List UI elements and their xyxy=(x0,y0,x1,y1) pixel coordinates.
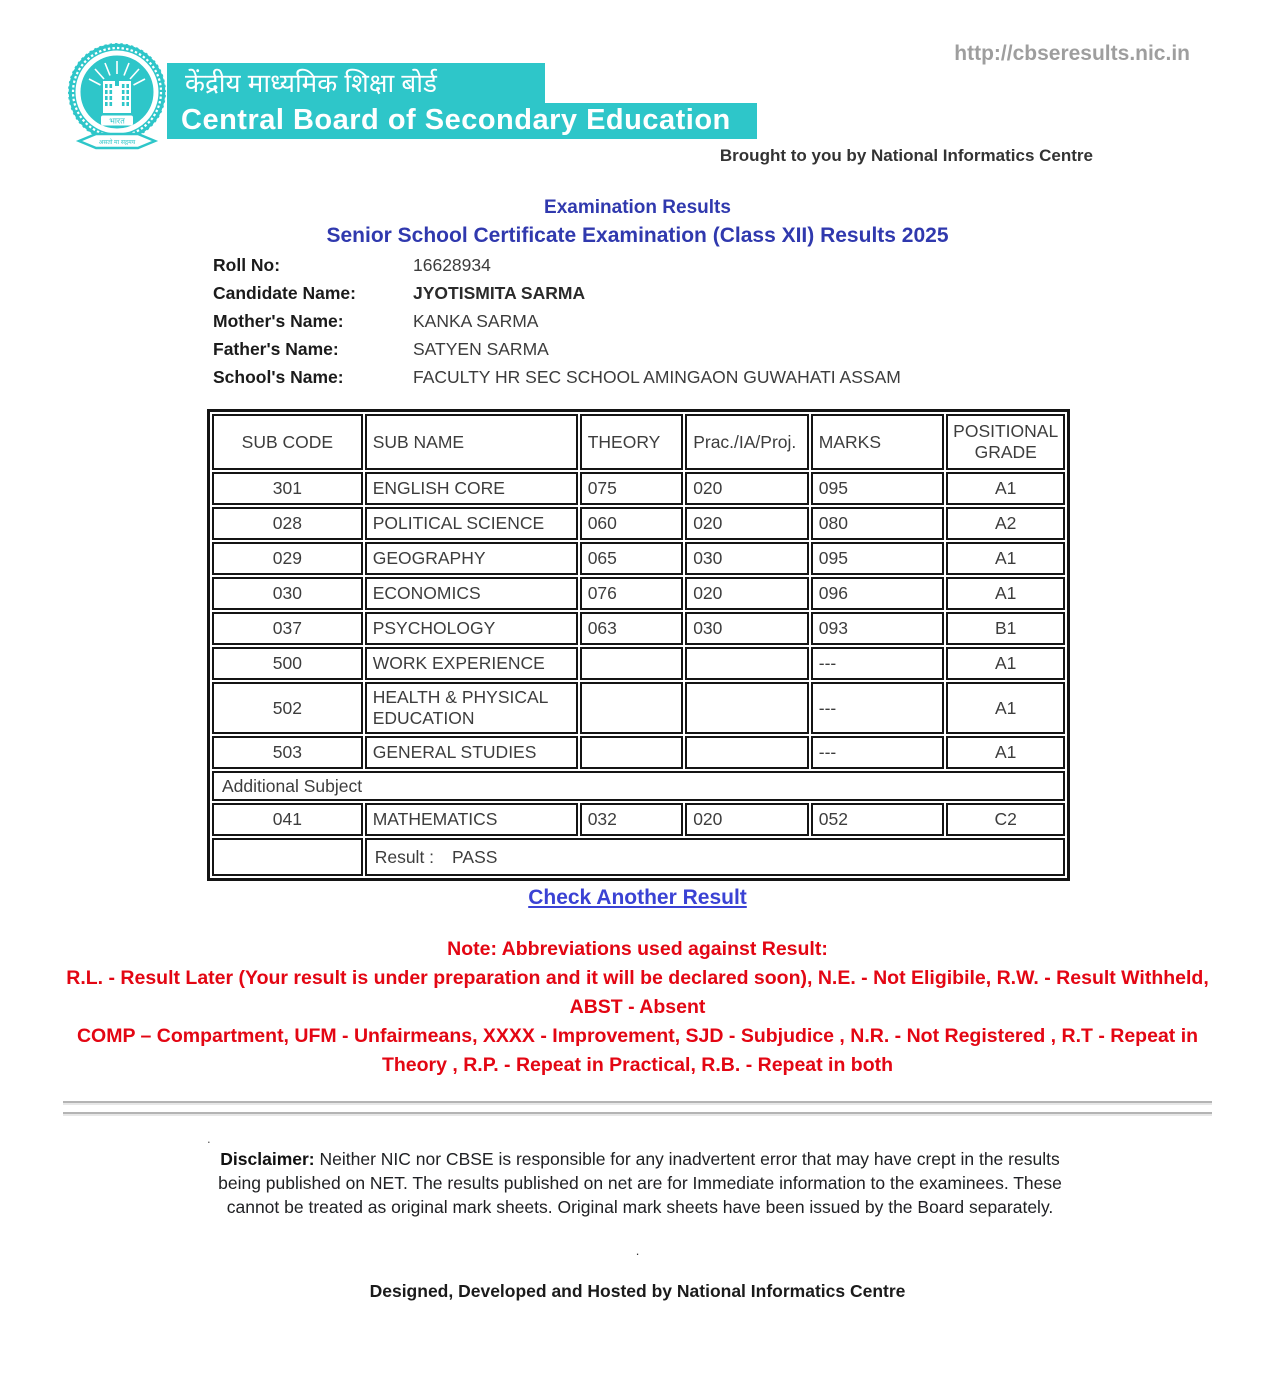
cell-grade: A2 xyxy=(946,507,1065,540)
cell-sub-name: POLITICAL SCIENCE xyxy=(365,507,578,540)
result-empty-cell xyxy=(212,838,363,876)
detail-label: Roll No: xyxy=(213,255,281,275)
table-header-row xyxy=(212,414,1065,470)
cell-theory: 060 xyxy=(580,507,683,540)
cell-sub-name: HEALTH & PHYSICAL EDUCATION xyxy=(365,682,578,734)
detail-father-name xyxy=(213,339,1163,360)
cell-marks: 095 xyxy=(811,542,945,575)
cell-sub-code: 030 xyxy=(212,577,363,610)
divider-line xyxy=(63,1101,1212,1103)
marks-table-wrap xyxy=(207,409,1070,881)
cell-marks: 093 xyxy=(811,612,945,645)
cell-sub-code: 028 xyxy=(212,507,363,540)
additional-subject-label: Additional Subject xyxy=(212,771,1065,801)
cell-marks: 052 xyxy=(811,803,945,836)
cell-sub-code: 029 xyxy=(212,542,363,575)
cell-marks: 080 xyxy=(811,507,945,540)
candidate-details xyxy=(213,255,1163,395)
cell-sub-name: ECONOMICS xyxy=(365,577,578,610)
detail-roll-no xyxy=(213,255,1163,276)
cell-marks: --- xyxy=(811,647,945,680)
col-header-theory: THEORY xyxy=(580,414,683,470)
cbse-emblem-logo xyxy=(66,40,168,160)
cell-marks: --- xyxy=(811,682,945,734)
cell-grade: A1 xyxy=(946,472,1065,505)
cell-sub-name: WORK EXPERIENCE xyxy=(365,647,578,680)
divider-line xyxy=(63,1112,1212,1114)
cell-theory: 032 xyxy=(580,803,683,836)
site-url: http://cbseresults.nic.in xyxy=(954,42,1190,65)
cell-prac: 020 xyxy=(685,507,809,540)
cell-grade: A1 xyxy=(946,542,1065,575)
detail-value: 16628934 xyxy=(413,255,491,275)
table-row xyxy=(212,542,1065,575)
cell-grade: A1 xyxy=(946,647,1065,680)
detail-candidate-name xyxy=(213,283,1163,304)
cell-prac xyxy=(685,647,809,680)
detail-label: School's Name: xyxy=(213,367,344,387)
cell-grade: A1 xyxy=(946,736,1065,769)
cell-prac: 030 xyxy=(685,612,809,645)
footer-credit: Designed, Developed and Hosted by National Informatics Centre xyxy=(369,1281,906,1301)
cell-theory xyxy=(580,647,683,680)
note-line-2: COMP – Compartment, UFM - Unfairmeans, XXXX - Improvement, SJD - Subjudice , N.R. - Not Registered , R.T - Repeat in Theory , R.P. - Repeat in Practical, R.B. - Repeat in both xyxy=(76,1025,1199,1076)
cell-grade: B1 xyxy=(946,612,1065,645)
detail-label: Candidate Name: xyxy=(213,283,356,303)
col-header-sub-name: SUB NAME xyxy=(365,414,578,470)
cell-prac: 020 xyxy=(685,577,809,610)
result-row xyxy=(212,838,1065,876)
cell-prac: 030 xyxy=(685,542,809,575)
cell-prac: 020 xyxy=(685,472,809,505)
cell-sub-name: ENGLISH CORE xyxy=(365,472,578,505)
col-header-sub-code: SUB CODE xyxy=(212,414,363,470)
cell-theory: 063 xyxy=(580,612,683,645)
result-label: Result : xyxy=(374,846,435,867)
cell-sub-code: 037 xyxy=(212,612,363,645)
check-another-result-wrap xyxy=(0,886,1275,910)
cell-marks: --- xyxy=(811,736,945,769)
table-row xyxy=(212,736,1065,769)
cell-theory xyxy=(580,736,683,769)
additional-subject-row xyxy=(212,771,1065,801)
exam-title: Senior School Certificate Examination (Class XII) Results 2025 xyxy=(326,224,949,247)
nic-tagline: Brought to you by National Informatics Centre xyxy=(719,146,1093,165)
detail-value: SATYEN SARMA xyxy=(413,339,549,359)
cell-sub-name: PSYCHOLOGY xyxy=(365,612,578,645)
cell-grade: C2 xyxy=(946,803,1065,836)
stray-dot: . xyxy=(635,1243,640,1258)
detail-mother-name xyxy=(213,311,1163,332)
cell-marks: 095 xyxy=(811,472,945,505)
disclaimer-text xyxy=(215,1147,1065,1219)
cell-sub-code: 503 xyxy=(212,736,363,769)
cell-theory: 075 xyxy=(580,472,683,505)
note-line-1: R.L. - Result Later (Your result is under preparation and it will be declared soon), N.E. - Not Eligibile, R.W. - Result Withheld, ABST - Absent xyxy=(66,967,1209,1018)
detail-label: Father's Name: xyxy=(213,339,339,359)
table-row xyxy=(212,612,1065,645)
cbse-emblem-icon xyxy=(66,40,168,160)
cell-prac xyxy=(685,736,809,769)
page-title: Examination Results xyxy=(544,197,731,218)
detail-label: Mother's Name: xyxy=(213,311,344,331)
table-row xyxy=(212,803,1065,836)
cell-prac: 020 xyxy=(685,803,809,836)
col-header-prac: Prac./IA/Proj. xyxy=(685,414,809,470)
cell-theory xyxy=(580,682,683,734)
table-row xyxy=(212,647,1065,680)
abbreviations-note xyxy=(0,935,1275,1080)
cell-sub-code: 502 xyxy=(212,682,363,734)
cell-marks: 096 xyxy=(811,577,945,610)
cell-theory: 065 xyxy=(580,542,683,575)
detail-school-name xyxy=(213,367,1163,388)
cell-sub-code: 500 xyxy=(212,647,363,680)
table-row xyxy=(212,577,1065,610)
cell-prac xyxy=(685,682,809,734)
stray-dot: . xyxy=(207,1131,211,1146)
col-header-grade: POSITIONAL GRADE xyxy=(946,414,1065,470)
cell-sub-code: 301 xyxy=(212,472,363,505)
cell-sub-code: 041 xyxy=(212,803,363,836)
cell-theory: 076 xyxy=(580,577,683,610)
banner-hindi-title: केंद्रीय माध्यमिक शिक्षा बोर्ड xyxy=(167,63,545,103)
cell-sub-name: GEOGRAPHY xyxy=(365,542,578,575)
table-row xyxy=(212,507,1065,540)
cell-grade: A1 xyxy=(946,682,1065,734)
disclaimer-body: Neither NIC nor CBSE is responsible for any inadvertent error that may have crept in the results being published on NET. The results published on net are for Immediate information to the examinees. These cannot be treated as original mark sheets. Original mark sheets have been issued by the Board separately. xyxy=(218,1149,1062,1217)
result-value: PASS xyxy=(452,846,498,867)
marks-table xyxy=(207,409,1070,881)
result-status xyxy=(365,838,1065,876)
col-header-marks: MARKS xyxy=(811,414,945,470)
disclaimer-label: Disclaimer: xyxy=(220,1149,315,1169)
detail-value: JYOTISMITA SARMA xyxy=(413,283,586,303)
detail-value: KANKA SARMA xyxy=(413,311,539,331)
cell-grade: A1 xyxy=(946,577,1065,610)
logo-ribbon-motto: असतो मा सद्गमय xyxy=(98,140,136,146)
banner-english-title: Central Board of Secondary Education xyxy=(167,103,757,139)
table-row xyxy=(212,682,1065,734)
cell-sub-name: GENERAL STUDIES xyxy=(365,736,578,769)
cell-sub-name: MATHEMATICS xyxy=(365,803,578,836)
note-title: Note: Abbreviations used against Result: xyxy=(447,938,828,960)
logo-country-label: भारत xyxy=(109,116,125,126)
check-another-result-link[interactable]: Check Another Result xyxy=(528,886,747,909)
table-row xyxy=(212,472,1065,505)
detail-value: FACULTY HR SEC SCHOOL AMINGAON GUWAHATI ASSAM xyxy=(413,367,901,387)
